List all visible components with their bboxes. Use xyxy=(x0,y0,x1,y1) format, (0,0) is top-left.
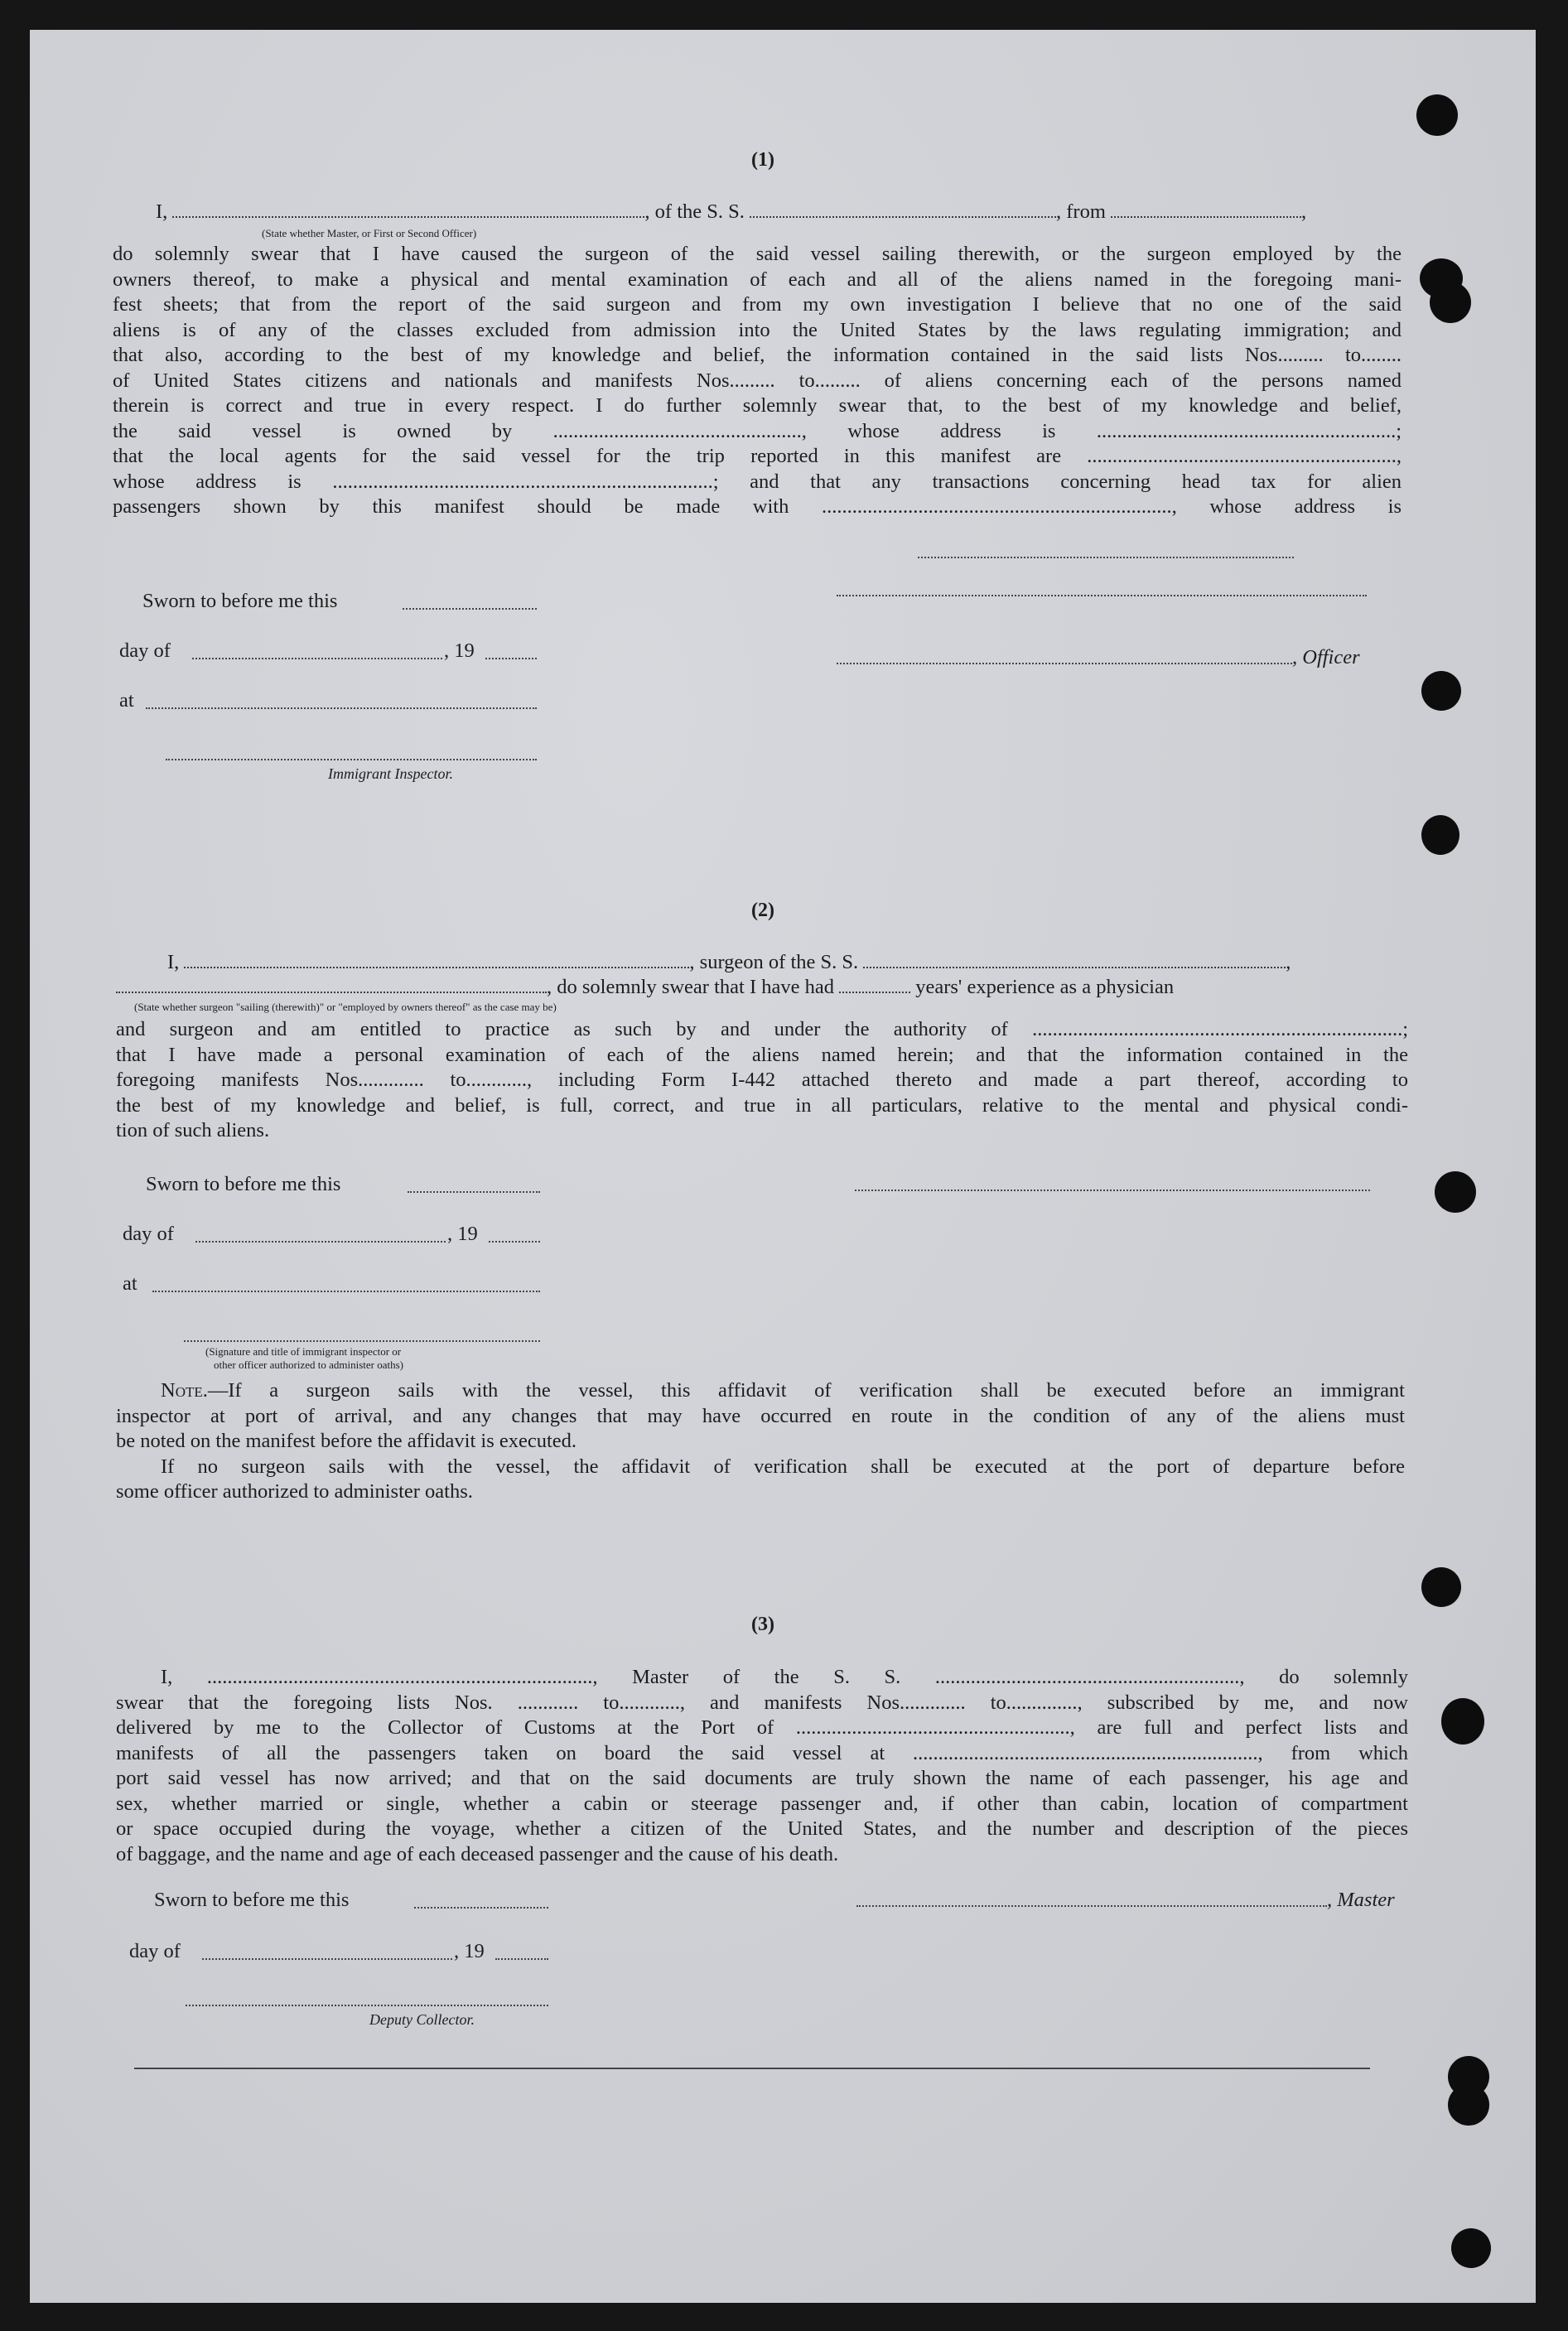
punch-hole xyxy=(1421,815,1459,855)
signature-note-2: other officer authorized to administer oaths) xyxy=(214,1359,403,1371)
section-3-oath-text: I, ............................................................................, Master of the S. S. ............................................................, do solemnly swear that the foregoing lists Nos. ............ to............, and manifests Nos............. to.............., subscribed by me, and now delivered by me to the Collector of Customs at the Port of ......................................................, are full and perfect lists and manifests of all the passengers taken on board the said vessel at ...................................................................., from which port said vessel has now arrived; and that on the said documents are truly shown the name of each passenger, his age and sex, whether married or single, whether a cabin or steerage passenger and, if other than cabin, location of compartment or space occupied during the voyage, whether a citizen of the United States, and the number and description of the pieces of baggage, and the name and age of each deceased passenger and the cause of his death. xyxy=(116,1666,1408,1865)
section-1-oath-text: do solemnly swear that I have caused the surgeon of the said vessel sailing therewith, or the surgeon employed by the owners thereof, to make a physical and mental examination of each and all of the aliens named in the foregoing mani- fest sheets; that from the report of the said surgeon and from my own investigation I believe that no one of the said aliens is of any of the classes excluded from admission into the United States by the laws regulating immigration; and that also, according to the best of my knowledge and belief, the information contained in the said lists Nos......... to........ of United States citizens and nationals and manifests Nos......... to......... of aliens concerning each of the persons named therein is correct and true in every respect. I do further solemnly swear that, to the best of my knowledge and belief, the said vessel is owned by ................................................., whose address is ...........................................................; that the local agents for the said vessel for the trip reported in this manifest are ............................................................., whose address is ...........................................................................; and that any transactions concerning head tax for alien passengers shown by this manifest should be made with ....................................................................., whose address is xyxy=(113,243,1402,518)
address-blank[interactable] xyxy=(918,557,1294,558)
section-3-number: (3) xyxy=(751,1614,774,1635)
note-label: Note. xyxy=(161,1379,208,1402)
manifest-back-page xyxy=(30,30,1536,2303)
officer-signature-line[interactable] xyxy=(837,663,1292,664)
section-1-number: (1) xyxy=(751,149,774,171)
year-blank[interactable] xyxy=(485,658,537,659)
vessel-name-blank[interactable] xyxy=(863,952,1286,968)
bottom-rule xyxy=(134,2068,1370,2069)
section-2-first-line: I, , surgeon of the S. S. , xyxy=(167,951,1291,973)
section-2-second-line-note: (State whether surgeon "sailing (therewith)" or "employed by owners thereof" as the case may be) xyxy=(134,1001,557,1013)
sworn-label: Sworn to before me this xyxy=(146,1173,341,1195)
deputy-collector-signature-line[interactable] xyxy=(186,2005,548,2006)
master-label: , Master xyxy=(1327,1889,1395,1911)
day-of-blank[interactable] xyxy=(202,1958,452,1960)
at-blank[interactable] xyxy=(146,707,537,709)
day-of-label: day of xyxy=(129,1940,181,1962)
section-2-oath-text: and surgeon and am entitled to practice as such by and under the authority of .........................................................................; that I have made a personal examination of each of the aliens named herein; and that the information contained in the foregoing manifests Nos............. to............, including Form I-442 attached thereto and made a part thereof, according to the best of my knowledge and belief, is full, correct, and true in all particulars, relative to the mental and physical condi- tion of such aliens. xyxy=(116,1018,1408,1141)
from-port-blank[interactable] xyxy=(1111,201,1301,218)
immigrant-inspector-label: Immigrant Inspector. xyxy=(328,765,453,782)
section-2-number: (2) xyxy=(751,900,774,921)
sworn-date-blank[interactable] xyxy=(414,1907,548,1909)
punch-hole xyxy=(1416,94,1458,136)
inspector-signature-line[interactable] xyxy=(166,759,537,760)
punch-hole xyxy=(1435,1171,1476,1213)
surgeon-signature-line[interactable] xyxy=(855,1190,1370,1191)
section-1-first-line: I, , of the S. S. , from , xyxy=(156,200,1307,223)
year-blank[interactable] xyxy=(495,1958,548,1960)
at-label: at xyxy=(123,1272,138,1295)
officer-label: , Officer xyxy=(1292,646,1360,668)
years-blank[interactable] xyxy=(839,977,910,993)
officer-name-blank[interactable] xyxy=(172,201,644,218)
inspector-signature-line[interactable] xyxy=(184,1340,540,1342)
sworn-label: Sworn to before me this xyxy=(142,590,338,612)
at-label: at xyxy=(119,689,134,712)
day-of-blank[interactable] xyxy=(192,658,442,659)
year-label: , 19 xyxy=(454,1940,485,1962)
master-signature-line[interactable] xyxy=(856,1905,1327,1907)
sworn-date-blank[interactable] xyxy=(403,608,537,610)
deputy-collector-label: Deputy Collector. xyxy=(369,2011,475,2028)
year-blank[interactable] xyxy=(489,1241,540,1243)
section-1-first-line-note: (State whether Master, or First or Second Officer) xyxy=(262,227,477,239)
day-of-label: day of xyxy=(123,1223,174,1245)
punch-hole xyxy=(1451,2228,1491,2268)
day-of-label: day of xyxy=(119,639,171,662)
surgeon-type-blank[interactable] xyxy=(116,977,547,993)
punch-hole xyxy=(1448,2084,1489,2126)
punch-hole xyxy=(1430,282,1471,323)
sworn-date-blank[interactable] xyxy=(408,1191,540,1193)
surgeon-name-blank[interactable] xyxy=(184,952,689,968)
sworn-label: Sworn to before me this xyxy=(154,1889,350,1911)
punch-hole xyxy=(1421,1567,1461,1607)
surgeon-note: Note.—If a surgeon sails with the vessel, this affidavit of verification shall be executed before an immigrant inspector at port of arrival, and any changes that may have occurred en route in the condition of any of the aliens must be noted on the manifest before the affidavit is executed. If no surgeon sails with the vessel, the affidavit of verification shall be executed at the port of departure before some officer authorized to administer oaths. xyxy=(116,1379,1405,1503)
vessel-name-blank[interactable] xyxy=(750,201,1056,218)
punch-hole xyxy=(1421,671,1461,711)
day-of-blank[interactable] xyxy=(195,1241,446,1243)
year-label: , 19 xyxy=(444,639,475,662)
punch-hole xyxy=(1441,1698,1484,1745)
signature-line[interactable] xyxy=(837,595,1367,596)
section-2-second-line: , do solemnly swear that I have had years' experience as a physician xyxy=(116,976,1408,999)
year-label: , 19 xyxy=(447,1223,478,1245)
at-blank[interactable] xyxy=(152,1291,540,1292)
signature-note-1: (Signature and title of immigrant inspector or xyxy=(205,1345,402,1358)
